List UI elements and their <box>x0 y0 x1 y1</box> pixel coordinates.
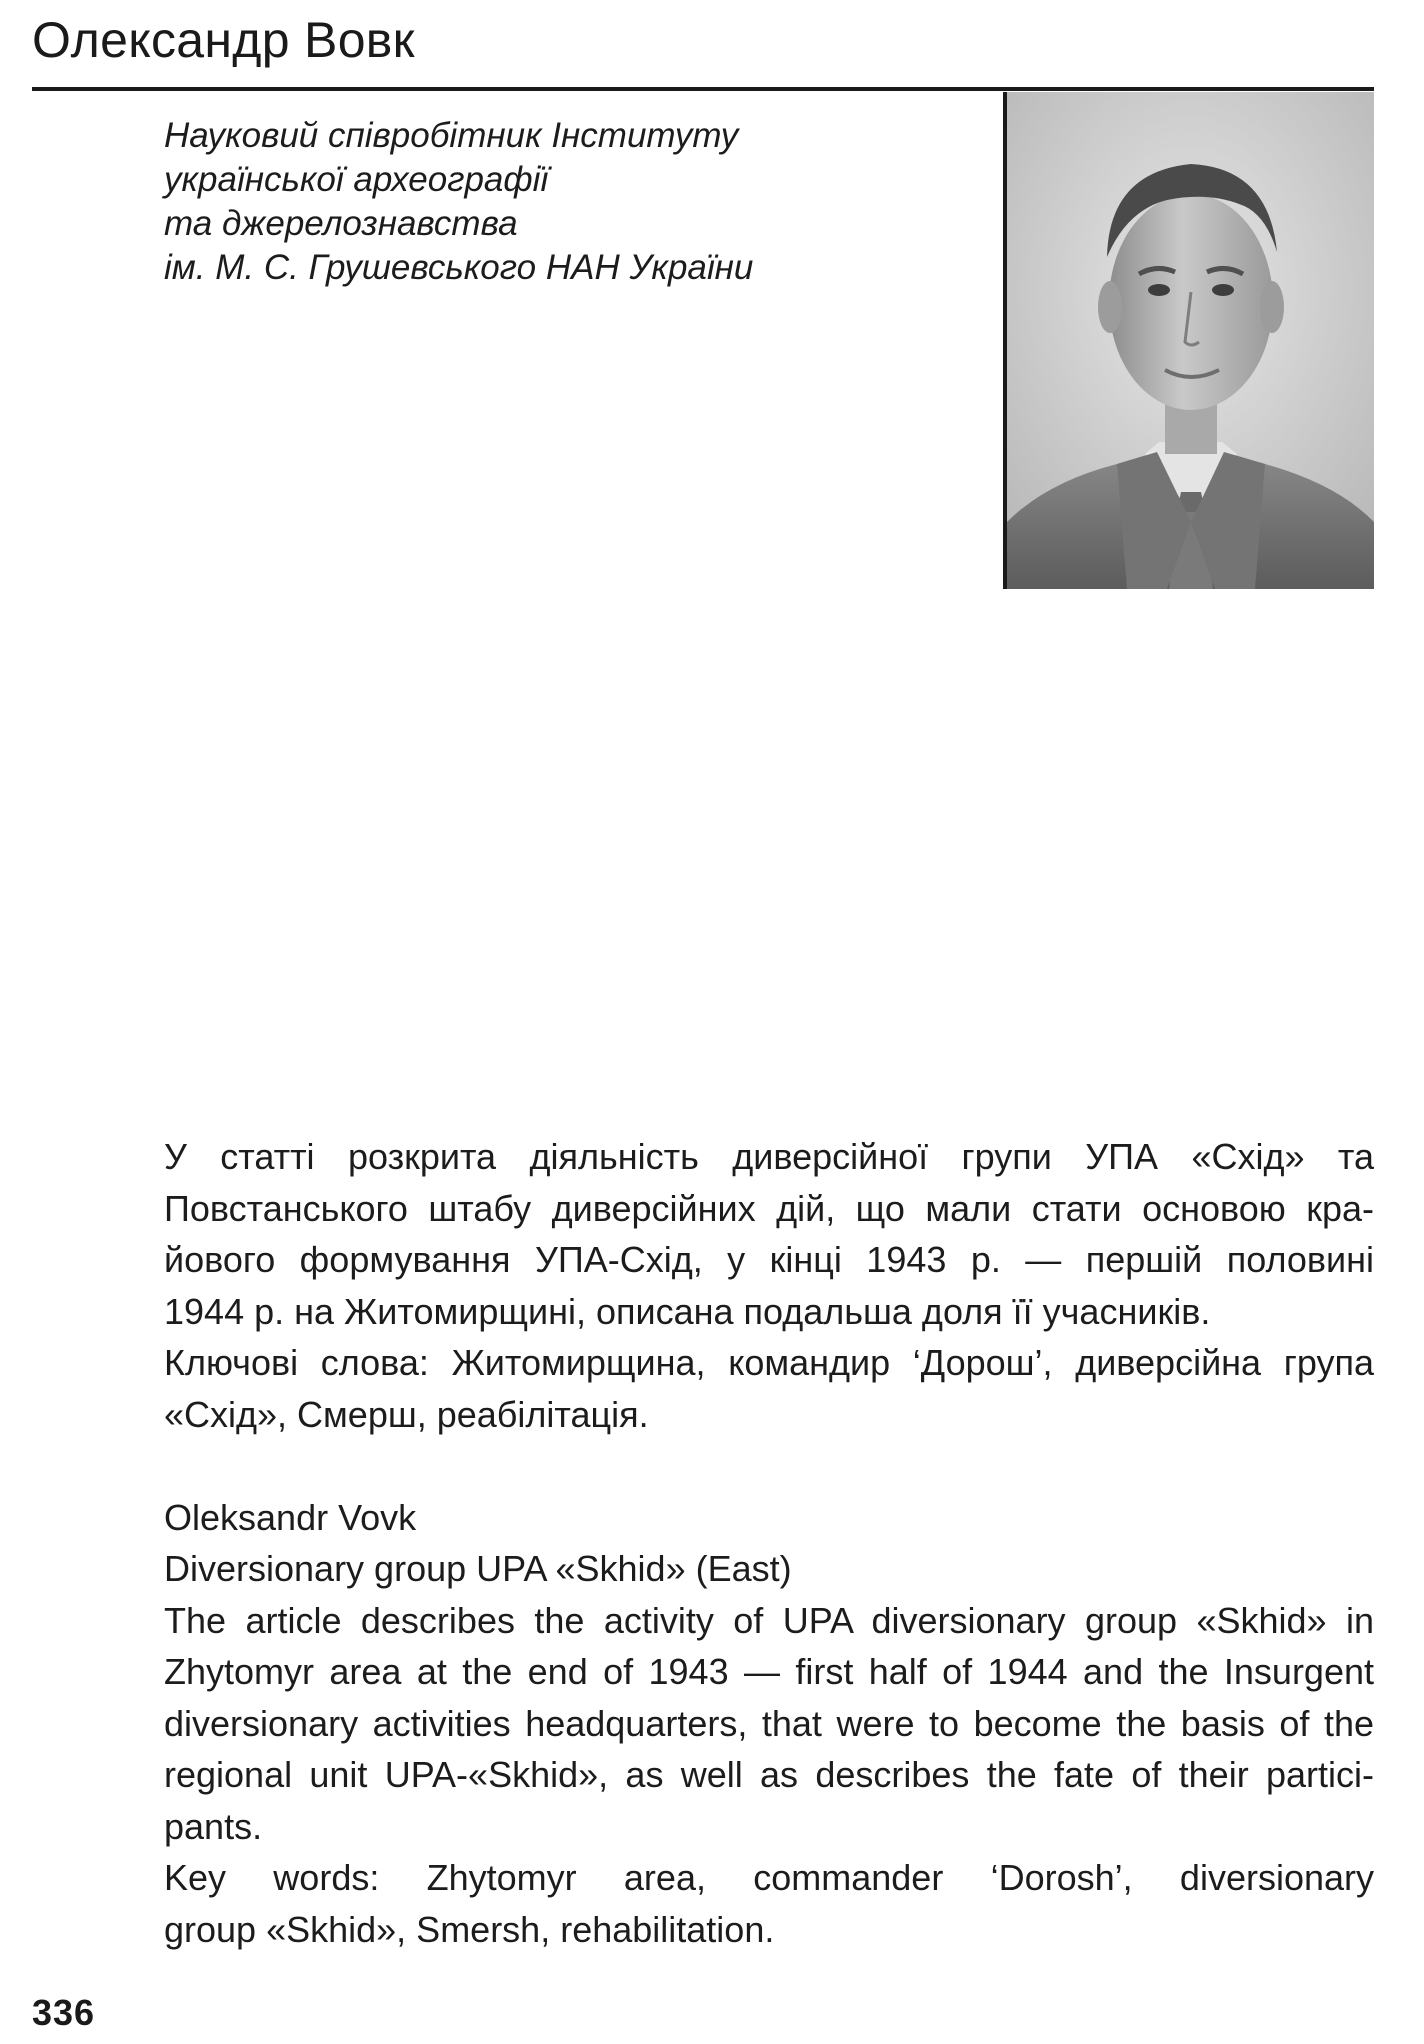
affiliation-line: української археографії <box>164 160 549 199</box>
keywords-uk-line: Ключові слова: Житомирщина, командир ‘Дорош’, диверсійна група <box>164 1342 1374 1383</box>
abstract-uk-line: йового формування УПА-Схід, у кінці 1943 р. — першій половині <box>164 1239 1374 1280</box>
abstract-uk-line: 1944 р. на Житомирщині, описана подальша доля її учасників. <box>164 1290 1211 1332</box>
section-spacer <box>164 1440 1374 1492</box>
english-author-name: Oleksandr Vovk <box>164 1496 417 1538</box>
author-name-header: Олександр Вовк <box>32 12 415 68</box>
keywords-uk-line: «Схід», Смерш, реабілітація. <box>164 1393 649 1435</box>
abstract-en-line: regional unit UPA-«Skhid», as well as describes the fate of their partici- <box>164 1754 1374 1795</box>
keywords-en-line: group «Skhid», Smersh, rehabilitation. <box>164 1908 775 1950</box>
affiliation-line: Науковий співробітник Інституту <box>164 116 739 155</box>
abstract-en-line: The article describes the activity of UPA diversionary group «Skhid» in <box>164 1599 1374 1641</box>
abstract-uk-line: Повстанського штабу диверсійних дій, що мали стати основою кра- <box>164 1187 1374 1229</box>
keywords-en <box>164 1852 1374 1955</box>
affiliation-line: та джерелознавства <box>164 204 518 243</box>
abstract-uk-line: У статті розкрита діяльність диверсійної групи УПА «Схід» та <box>164 1136 1374 1177</box>
portrait-illustration <box>1007 92 1374 589</box>
abstract-en-line: diversionary activities headquarters, that were to become the basis of the <box>164 1702 1374 1744</box>
author-affiliation <box>164 114 964 290</box>
abstract-en-line: pants. <box>164 1805 263 1847</box>
keywords-en-line: Key words: Zhytomyr area, commander ‘Dorosh’, diversionary <box>164 1857 1374 1898</box>
affiliation-line: ім. М. С. Грушевського НАН України <box>164 248 754 287</box>
abstract-uk <box>164 1131 1374 1337</box>
author-portrait-photo <box>1003 92 1374 589</box>
keywords-uk <box>164 1337 1374 1440</box>
english-article-title: Diversionary group UPA «Skhid» (East) <box>164 1548 792 1589</box>
header-rule <box>32 87 1374 91</box>
abstract-block <box>164 1131 1374 1955</box>
page-number: 336 <box>32 1992 96 2033</box>
abstract-en <box>164 1595 1374 1853</box>
abstract-en-line: Zhytomyr area at the end of 1943 — first half of 1944 and the Insurgent <box>164 1651 1374 1692</box>
